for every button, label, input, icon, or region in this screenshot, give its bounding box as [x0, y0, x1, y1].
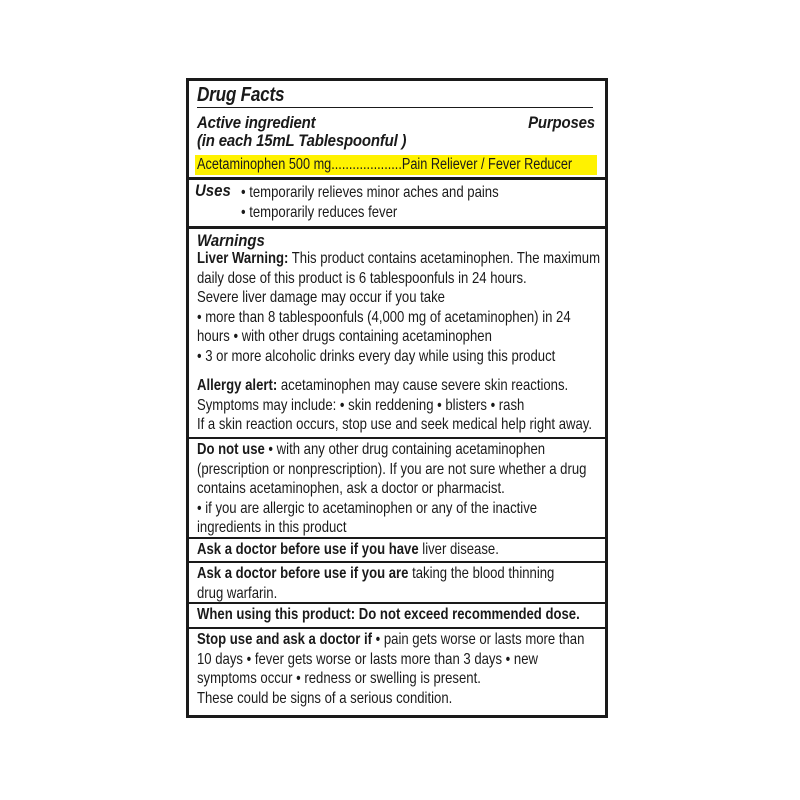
stop-use-label: Stop use and ask a doctor if [197, 631, 372, 648]
divider-ask-doctor-are [189, 561, 607, 563]
uses-item: • temporarily relieves minor aches and pains [241, 184, 499, 201]
ask-doctor-are: Ask a doctor before use if you are taking the blood thinning drug warfarin. [197, 565, 555, 602]
divider-when-using [189, 602, 607, 604]
liver-warning-label: Liver Warning: [197, 250, 289, 267]
stop-use: Stop use and ask a doctor if • pain gets worse or lasts more than 10 days • fever gets worse or lasts more than 3 days • new symptoms occur • redness or swelling is present. These could be signs of a serious condition. [197, 631, 585, 707]
ask-doctor-have: Ask a doctor before use if you have liver disease. [197, 541, 499, 558]
allergy-alert-label: Allergy alert: [197, 377, 278, 394]
purposes-heading: Purposes [528, 113, 595, 132]
divider-do-not-use [189, 437, 607, 439]
when-using-label: When using this product: Do not exceed recommended dose. [197, 606, 580, 623]
do-not-use: Do not use • with any other drug containing acetaminophen (prescription or nonprescription). If you are not sure whether a drug contains acetaminophen, ask a doctor or pharmacist. • if you are allergic to acetaminophen or any of the inactive ingredients in this product [197, 441, 587, 536]
ingredient-line: Acetaminophen 500 mg....................Pain Reliever / Fever Reducer [197, 156, 573, 173]
active-ingredient-heading: Active ingredient [197, 113, 316, 132]
allergy-alert: Allergy alert: acetaminophen may cause severe skin reactions. Symptoms may include: • skin reddening • blisters • rash If a skin reaction occurs, stop use and seek medical help right away. [197, 377, 593, 433]
section-divider-warnings [189, 226, 605, 229]
ask-doctor-are-label: Ask a doctor before use if you are [197, 565, 409, 582]
uses-item: • temporarily reduces fever [241, 203, 398, 221]
ask-doctor-have-label: Ask a doctor before use if you have [197, 541, 419, 558]
uses-list [241, 183, 499, 222]
divider-stop-use [189, 627, 607, 629]
divider-ask-doctor-have [189, 537, 607, 539]
when-using [197, 605, 580, 625]
drug-facts-title: Drug Facts [197, 84, 285, 106]
do-not-use-label: Do not use [197, 441, 265, 458]
active-ingredient-subheading: (in each 15mL Tablespoonful ) [197, 131, 407, 150]
section-divider-uses [189, 177, 605, 180]
drug-facts-panel [186, 78, 608, 718]
uses-heading: Uses [195, 181, 231, 200]
title-divider [197, 107, 593, 108]
warnings-heading: Warnings [197, 231, 265, 250]
liver-warning: Liver Warning: This product contains acetaminophen. The maximum daily dose of this product is 6 tablespoonfuls in 24 hours. Severe liver damage may occur if you take • more than 8 tablespoonfuls (4,000 mg of acetaminophen) in 24 hours • with other drugs containing acetaminophen • 3 or more alcoholic drinks every day while using this product [197, 250, 601, 365]
